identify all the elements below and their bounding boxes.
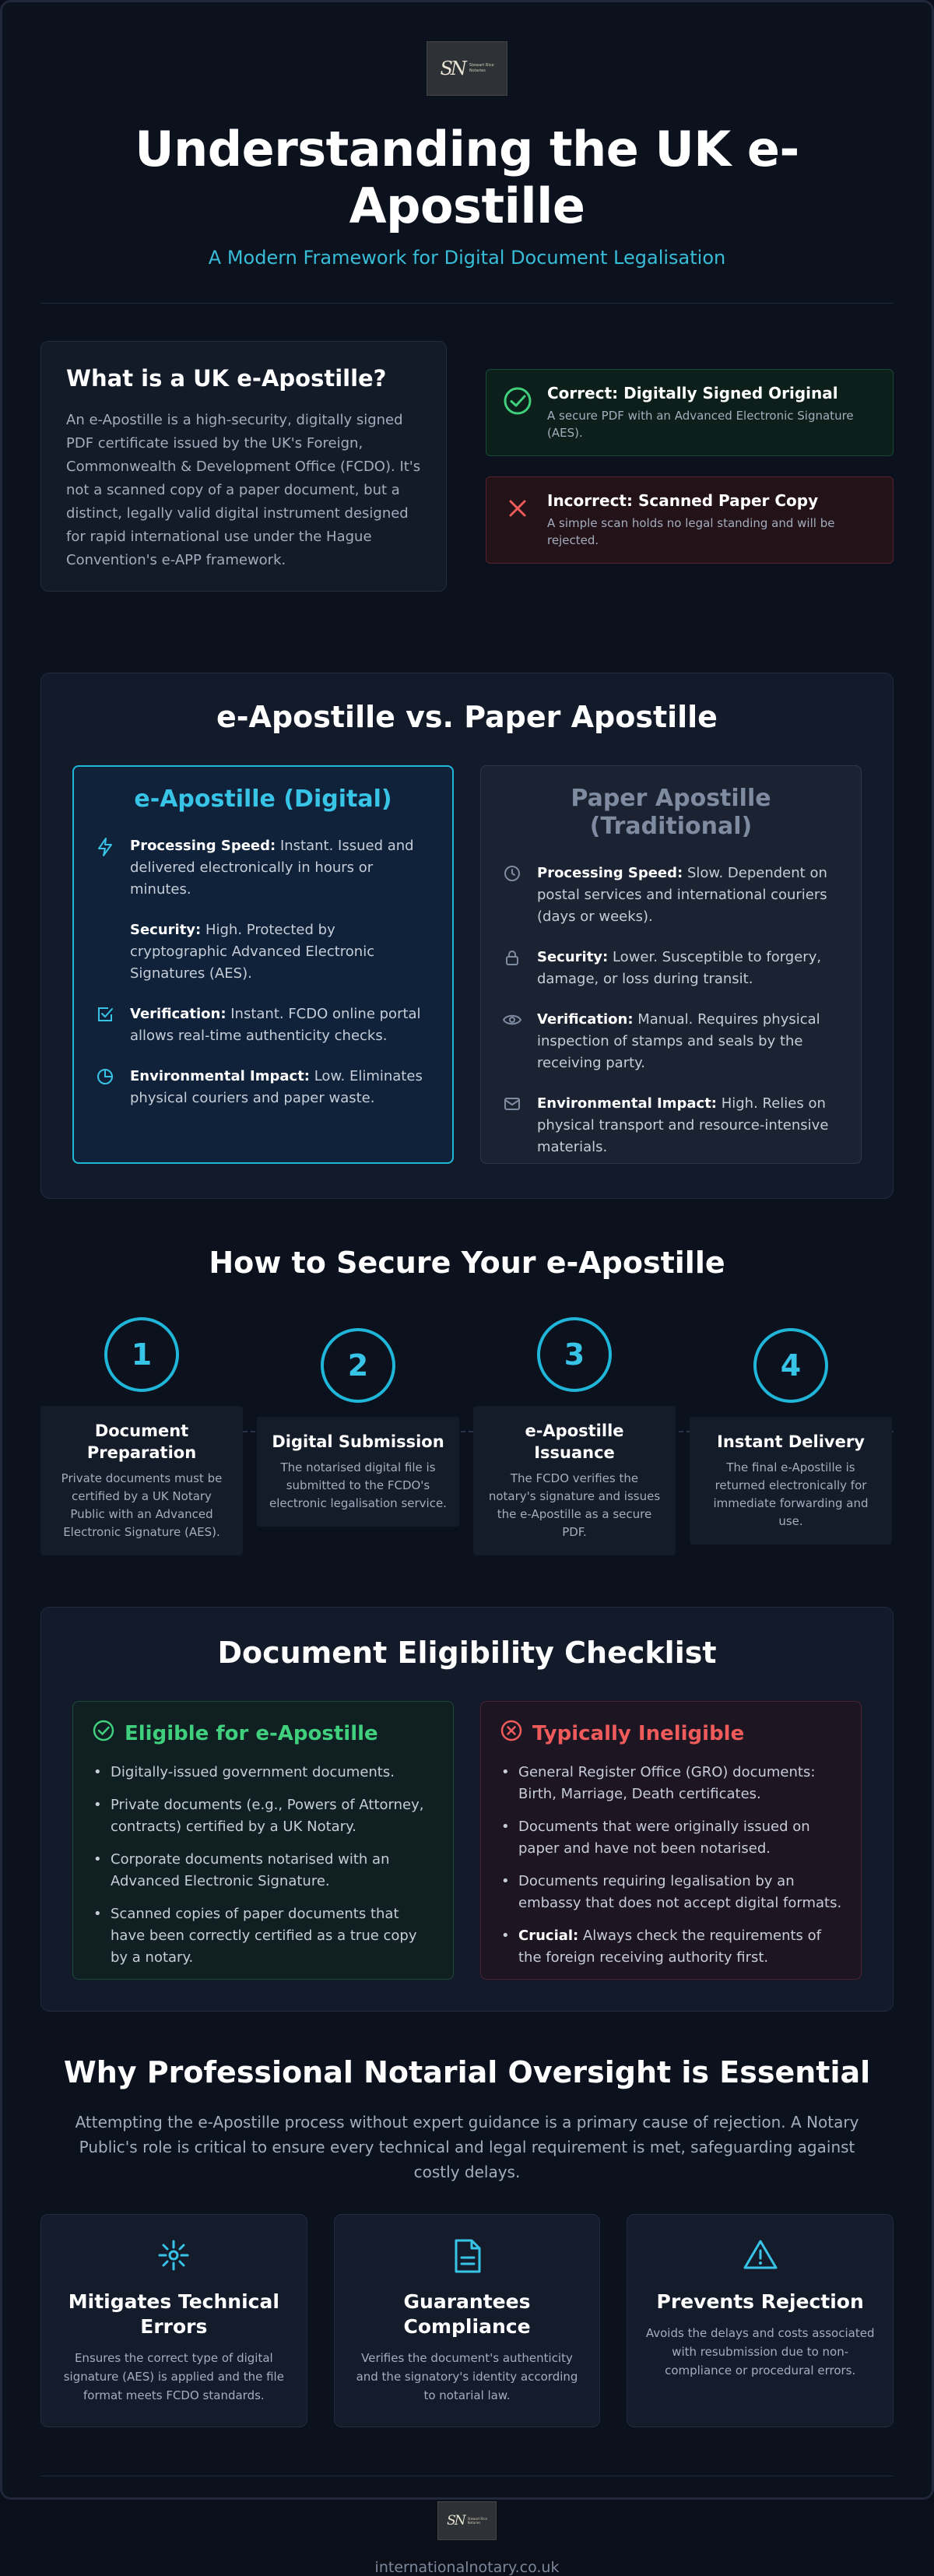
step-desc: The FCDO verifies the notary's signature and issues the e-Apostille as a secure PDF. — [488, 1471, 661, 1539]
footer-logo — [437, 2501, 497, 2540]
comparison-title: e-Apostille vs. Paper Apostille — [216, 700, 718, 734]
ineligible-list — [500, 1762, 842, 1969]
eligible-heading: Eligible for e-Apostille — [125, 1721, 378, 1745]
step-title: Instant Delivery — [717, 1432, 865, 1451]
list-item: • General Register Office (GRO) documents: Birth, Marriage, Death certificates. — [500, 1762, 842, 1805]
checkbox-icon — [94, 1003, 116, 1047]
ineligible-column — [480, 1701, 862, 1980]
list-item: • Digitally-issued government documents. — [92, 1762, 434, 1784]
card-title: Prevents Rejection — [656, 2290, 864, 2313]
checklist-title: Document Eligibility Checklist — [217, 1636, 717, 1670]
step-number: 4 — [753, 1328, 828, 1403]
card-title: Mitigates Technical Errors — [68, 2290, 279, 2338]
digital-row-environment: Environmental Impact: Low. Eliminates physical couriers and paper waste. — [94, 1066, 432, 1109]
step-number: 2 — [321, 1328, 395, 1403]
why-cards — [40, 2214, 894, 2427]
card-desc: Avoids the delays and costs associated with resubmission due to non-compliance or procedural errors. — [645, 2326, 875, 2377]
eligible-column — [72, 1701, 454, 1980]
x-icon — [502, 493, 533, 524]
card-title: Guarantees Compliance — [403, 2290, 531, 2338]
step-number: 1 — [104, 1317, 179, 1392]
logo-text-line-2: Notaries — [469, 69, 486, 73]
footer-site-url: internationalnotary.co.uk — [374, 2559, 560, 2576]
correct-title: Correct: Digitally Signed Original — [547, 384, 838, 402]
header-logo — [427, 41, 507, 96]
list-item: • Private documents (e.g., Powers of Attorney, contracts) certified by a UK Notary. — [92, 1794, 434, 1838]
step-desc: The notarised digital file is submitted to the FCDO's electronic legalisation service. — [269, 1460, 447, 1510]
page-title: Understanding the UK e-Apostille — [135, 121, 799, 234]
logo-text-line-1: Stewart Rice — [469, 63, 494, 68]
incorrect-title: Incorrect: Scanned Paper Copy — [547, 491, 819, 510]
footer-logo-text-line-2: Notaries — [467, 2521, 481, 2525]
card-desc: Ensures the correct type of digital signature (AES) is applied and the file format meets FCDO standards. — [63, 2351, 284, 2402]
incorrect-status-box — [486, 476, 894, 564]
clock-icon — [501, 863, 523, 928]
comparison-section — [40, 673, 894, 1199]
eligible-list — [92, 1762, 434, 1969]
digital-row-speed: Processing Speed: Instant. Issued and delivered electronically in hours or minutes. — [94, 835, 432, 901]
step-1 — [40, 1317, 243, 1548]
mail-icon — [501, 1093, 523, 1158]
logo-monogram: SN — [440, 58, 465, 79]
paper-row-verification: Verification: Manual. Requires physical inspection of stamps and seals by the receiving party. — [501, 1009, 841, 1074]
ineligible-heading: Typically Ineligible — [532, 1721, 745, 1745]
step-number: 3 — [537, 1317, 612, 1392]
document-icon — [352, 2238, 583, 2277]
paper-row-speed: Processing Speed: Slow. Dependent on postal services and international couriers (days or weeks). — [501, 863, 841, 928]
paper-heading: Paper Apostille (Traditional) — [571, 785, 771, 840]
x-circle-icon — [500, 1719, 523, 1748]
why-title: Why Professional Notarial Oversight is Essential — [63, 2055, 871, 2089]
list-item: • Documents that were originally issued on paper and have not been notarised. — [500, 1816, 842, 1860]
step-4 — [690, 1317, 892, 1548]
check-circle-icon — [502, 385, 533, 416]
list-item: • Scanned copies of paper documents that have been correctly certified as a true copy by a notary. — [92, 1903, 434, 1969]
lightning-icon — [94, 835, 116, 901]
warning-icon — [644, 2238, 876, 2277]
check-circle-icon — [92, 1719, 115, 1748]
lock-icon — [501, 947, 523, 990]
paper-row-environment: Environmental Impact: High. Relies on physical transport and resource-intensive materials. — [501, 1093, 841, 1158]
list-item: • Documents requiring legalisation by an embassy that does not accept digital formats. — [500, 1871, 842, 1914]
digital-row-verification: Verification: Instant. FCDO online portal allows real-time authenticity checks. — [94, 1003, 432, 1047]
steps-title: How to Secure Your e-Apostille — [209, 1246, 725, 1280]
paper-column — [480, 765, 862, 1164]
incorrect-desc: A simple scan holds no legal standing and will be rejected. — [547, 516, 835, 547]
steps-timeline — [40, 1317, 894, 1548]
intro-heading: What is a UK e-Apostille? — [66, 365, 387, 392]
step-title: Digital Submission — [272, 1432, 444, 1451]
checklist-section — [40, 1607, 894, 2012]
sparkle-icon — [58, 2238, 290, 2277]
step-desc: Private documents must be certified by a UK Notary Public with an Advanced Electronic Signature (AES). — [61, 1471, 223, 1539]
divider — [40, 303, 894, 304]
pie-chart-icon — [94, 1066, 116, 1109]
step-2 — [257, 1317, 459, 1548]
step-title: Document Preparation — [86, 1422, 197, 1462]
why-subtitle: Attempting the e-Apostille process without expert guidance is a primary cause of rejection. A Notary Public's role is critical to ensure every technical and legal requirement is met, safeguarding against costly delays. — [75, 2113, 859, 2181]
card-prevents-rejection — [627, 2214, 894, 2427]
step-title: e-Apostille Issuance — [525, 1422, 624, 1462]
eye-icon — [501, 1009, 523, 1074]
card-technical-errors — [40, 2214, 307, 2427]
footer-logo-monogram: SN — [447, 2513, 465, 2529]
step-3 — [473, 1317, 676, 1548]
correct-desc: A secure PDF with an Advanced Electronic Signature (AES). — [547, 409, 854, 440]
digital-column — [72, 765, 454, 1164]
correct-status-box — [486, 369, 894, 456]
paper-row-security: Security: Lower. Susceptible to forgery, damage, or loss during transit. — [501, 947, 841, 990]
step-desc: The final e-Apostille is returned electronically for immediate forwarding and use. — [713, 1460, 869, 1528]
intro-card — [40, 341, 447, 592]
list-item-crucial: • Crucial: Always check the requirements of the foreign receiving authority first. — [500, 1925, 842, 1969]
footer-logo-text-line-1: Stewart Rice — [467, 2517, 487, 2521]
list-item: • Corporate documents notarised with an Advanced Electronic Signature. — [92, 1849, 434, 1892]
card-compliance — [334, 2214, 601, 2427]
page-subtitle: A Modern Framework for Digital Document Legalisation — [208, 247, 726, 269]
intro-section — [40, 341, 894, 592]
digital-heading: e-Apostille (Digital) — [134, 785, 392, 813]
digital-row-security: Security: High. Protected by cryptographic Advanced Electronic Signatures (AES). — [130, 922, 375, 982]
card-desc: Verifies the document's authenticity and the signatory's identity according to notarial law. — [356, 2351, 578, 2402]
intro-body: An e-Apostille is a high-security, digitally signed PDF certificate issued by the UK's Foreign, Commonwealth & Development Office (FCDO). It's not a scanned copy of a paper document, but a distinct, legally valid digital instrument designed for rapid international use under the Hague Convention's e-APP framework. — [66, 412, 421, 568]
